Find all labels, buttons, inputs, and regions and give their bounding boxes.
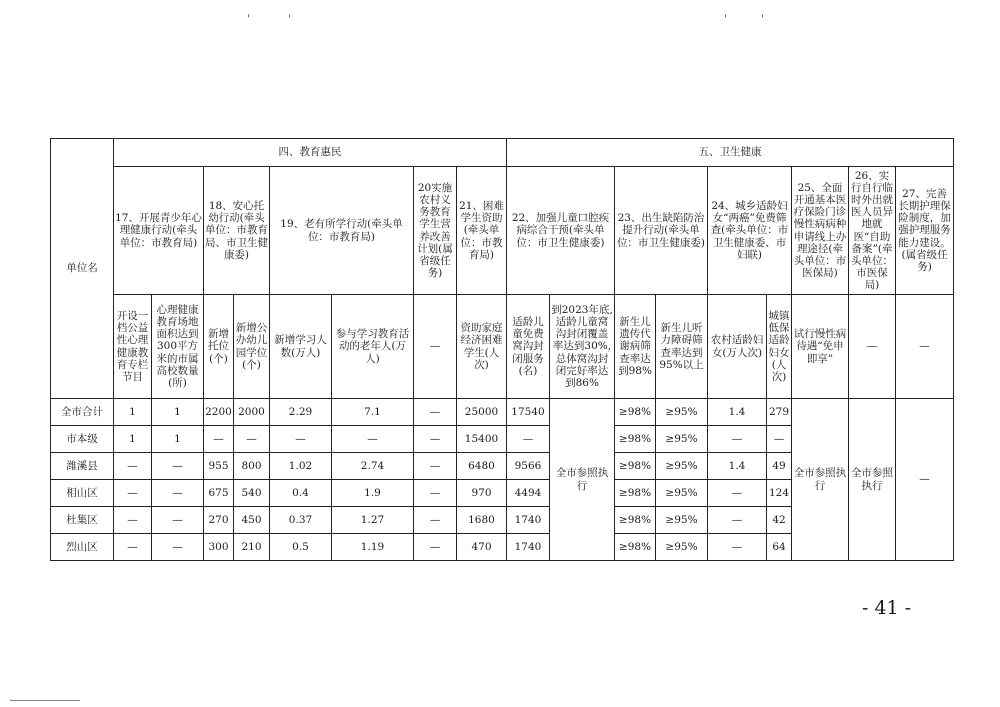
table-cell: 4494: [507, 480, 550, 507]
table-cell: 300: [204, 534, 234, 561]
indicator-column: 新增托位(个): [204, 295, 234, 399]
table-cell: 2200: [204, 399, 234, 426]
indicator-column: 试行慢性病待遇“免申即享”: [792, 295, 849, 399]
table-cell: 42: [767, 507, 792, 534]
merged-cell-c10: 全市参照执行: [550, 399, 615, 561]
scan-speck: ': [247, 14, 250, 25]
table-cell: 1740: [507, 534, 550, 561]
table-cell: 970: [457, 480, 507, 507]
table-cell: 49: [767, 453, 792, 480]
table-cell: 1: [114, 399, 152, 426]
table-cell: 470: [457, 534, 507, 561]
scan-speck: ': [724, 14, 727, 25]
indicator-column: 城镇低保适龄妇女(人次): [767, 295, 792, 399]
item-18: 18、安心托幼行动(牵头单位：市教育局、市卫生健康委): [204, 167, 270, 295]
table-cell: 955: [204, 453, 234, 480]
item-26: 26、实行自行临时外出就医人员异地就医“自助备案”(牵头单位：市医保局): [849, 167, 896, 295]
table-cell: 1.27: [332, 507, 414, 534]
indicator-column: 开设一档公益性心理健康教育专栏节目: [114, 295, 152, 399]
row-name: 潍溪县: [51, 453, 114, 480]
table-cell: —: [767, 426, 792, 453]
scan-speck: ': [761, 14, 764, 25]
row-name: 杜集区: [51, 507, 114, 534]
table-cell: ≥98%: [615, 507, 656, 534]
table-cell: 2.74: [332, 453, 414, 480]
indicator-column: 新增公办幼儿园学位(个): [234, 295, 270, 399]
item-27: 27、完善长期护理保险制度，加强护理服务能力建设。(属省级任务): [896, 167, 954, 295]
indicator-column: —: [849, 295, 896, 399]
table-cell: 1.19: [332, 534, 414, 561]
indicator-column: 适龄儿童免费窝沟封闭服务(名): [507, 295, 550, 399]
table-cell: —: [152, 534, 204, 561]
indicator-column: 农村适龄妇女(万人次): [708, 295, 767, 399]
table-row: [51, 399, 954, 426]
table-cell: 450: [234, 507, 270, 534]
page-number: - 41 -: [862, 597, 912, 619]
table-cell: 9566: [507, 453, 550, 480]
table-cell: —: [414, 534, 457, 561]
table-cell: —: [708, 480, 767, 507]
row-name: 烈山区: [51, 534, 114, 561]
section-health: 五、卫生健康: [507, 139, 954, 167]
table-cell: ≥98%: [615, 399, 656, 426]
unit-name-header: 单位名: [51, 139, 114, 399]
table-cell: —: [414, 507, 457, 534]
table-cell: —: [152, 453, 204, 480]
table-cell: —: [204, 426, 234, 453]
table-cell: 1.4: [708, 399, 767, 426]
item-25: 25、全面开通基本医疗保险门诊慢性病病种申请线上办理途径(牵头单位：市医保局): [792, 167, 849, 295]
table-cell: 17540: [507, 399, 550, 426]
table-cell: —: [507, 426, 550, 453]
item-17: 17、开展青少年心理健康行动(牵头单位：市教育局): [114, 167, 204, 295]
table-cell: 0.5: [270, 534, 332, 561]
merged-cell-c16: 全市参照执行: [849, 399, 896, 561]
table-cell: ≥95%: [656, 453, 708, 480]
table-cell: 540: [234, 480, 270, 507]
indicator-column: 新增学习人数(万人): [270, 295, 332, 399]
merged-cell-c17: —: [896, 399, 954, 561]
table-cell: ≥98%: [615, 426, 656, 453]
table-cell: ≥95%: [656, 480, 708, 507]
table-cell: 279: [767, 399, 792, 426]
table-cell: 800: [234, 453, 270, 480]
table-cell: —: [414, 426, 457, 453]
row-name: 市本级: [51, 426, 114, 453]
table-cell: 2.29: [270, 399, 332, 426]
merged-cell-c15: 全市参照执行: [792, 399, 849, 561]
table-cell: 25000: [457, 399, 507, 426]
table-cell: ≥98%: [615, 453, 656, 480]
statistics-table: [50, 138, 954, 561]
indicator-column: —: [896, 295, 954, 399]
indicator-column: 心理健康教育场地面积达到300平方米的市属高校数量(所): [152, 295, 204, 399]
table-cell: —: [114, 507, 152, 534]
table-cell: —: [414, 399, 457, 426]
table-cell: —: [414, 453, 457, 480]
table-cell: 0.4: [270, 480, 332, 507]
table-cell: —: [332, 426, 414, 453]
item-24: 24、城乡适龄妇女“两癌”免费筛查(牵头单位：市卫生健康委、市妇联): [708, 167, 792, 295]
table-cell: ≥98%: [615, 480, 656, 507]
table-cell: ≥95%: [656, 534, 708, 561]
indicator-column: 资助家庭经济困难学生(人次): [457, 295, 507, 399]
table-cell: 1: [152, 399, 204, 426]
table-cell: ≥98%: [615, 534, 656, 561]
item-19: 19、老有所学行动(牵头单位：市教育局): [270, 167, 414, 295]
table-cell: —: [270, 426, 332, 453]
table-cell: —: [708, 534, 767, 561]
table-cell: —: [708, 426, 767, 453]
row-name: 全市合计: [51, 399, 114, 426]
indicator-column: 到2023年底,适龄儿童窝沟封闭覆盖率达到30%,总体窝沟封闭完好率达到86%: [550, 295, 615, 399]
table-cell: —: [114, 534, 152, 561]
table-cell: 1.9: [332, 480, 414, 507]
table-cell: 124: [767, 480, 792, 507]
table-cell: 210: [234, 534, 270, 561]
table-cell: ≥95%: [656, 426, 708, 453]
table-cell: 1: [152, 426, 204, 453]
table-cell: 7.1: [332, 399, 414, 426]
table-cell: —: [114, 453, 152, 480]
table-cell: 6480: [457, 453, 507, 480]
table-cell: 0.37: [270, 507, 332, 534]
table-cell: 1.4: [708, 453, 767, 480]
table-cell: ≥95%: [656, 507, 708, 534]
item-23: 23、出生缺陷防治提升行动(牵头单位：市卫生健康委): [615, 167, 708, 295]
table-cell: —: [414, 480, 457, 507]
table-cell: 1680: [457, 507, 507, 534]
scan-speck: ': [288, 14, 291, 25]
item-20: 20实施农村义务教育学生营养改善计划(属省级任务): [414, 167, 457, 295]
section-education: 四、教育惠民: [114, 139, 507, 167]
table-cell: —: [152, 507, 204, 534]
indicator-header-row: [51, 295, 954, 399]
table-cell: —: [152, 480, 204, 507]
item-22: 22、加强儿童口腔疾病综合干预(牵头单位：市卫生健康委): [507, 167, 615, 295]
table-cell: 1: [114, 426, 152, 453]
table-cell: —: [708, 507, 767, 534]
section-header-row: [51, 139, 954, 167]
table-cell: ≥95%: [656, 399, 708, 426]
table-cell: 15400: [457, 426, 507, 453]
table-cell: 1.02: [270, 453, 332, 480]
table-cell: 675: [204, 480, 234, 507]
item-header-row: [51, 167, 954, 295]
table-cell: 64: [767, 534, 792, 561]
indicator-column: 新生儿遗传代谢病筛查率达到98%: [615, 295, 656, 399]
table-cell: 1740: [507, 507, 550, 534]
table-cell: —: [114, 480, 152, 507]
table-cell: —: [234, 426, 270, 453]
item-21: 21、困难学生资助(牵头单位：市教育局): [457, 167, 507, 295]
indicator-column: 参与学习教育活动的老年人(万人): [332, 295, 414, 399]
row-name: 相山区: [51, 480, 114, 507]
indicator-column: —: [414, 295, 457, 399]
footer-rule: [10, 700, 80, 701]
table-cell: 270: [204, 507, 234, 534]
indicator-column: 新生儿听力障碍筛查率达到95%以上: [656, 295, 708, 399]
table-cell: 2000: [234, 399, 270, 426]
